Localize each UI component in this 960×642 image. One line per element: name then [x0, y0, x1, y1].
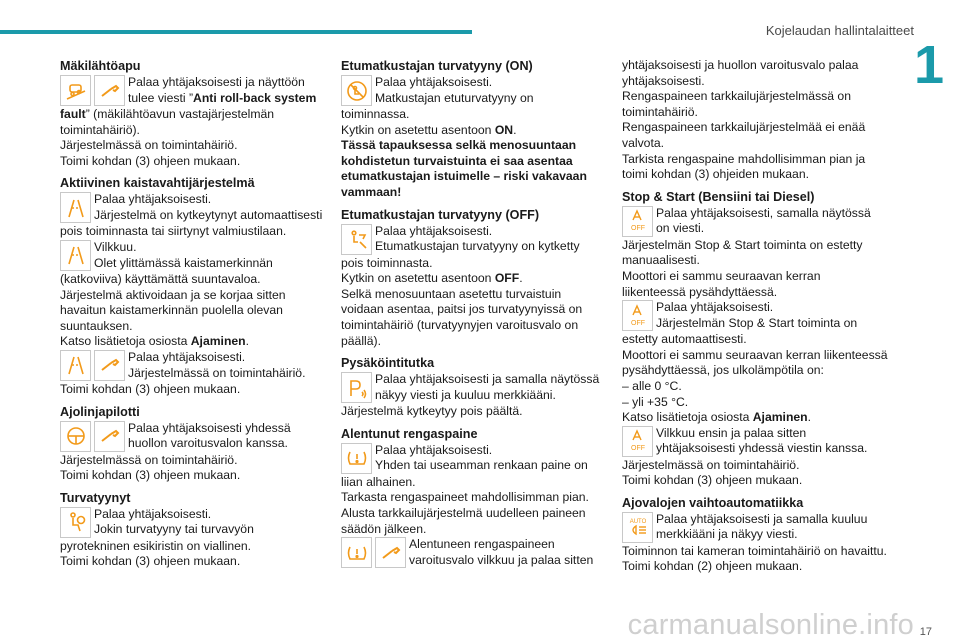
section-lane-keeping	[60, 175, 328, 397]
entry: Palaa yhtäjaksoisesti. Järjestelmässä on toimintahäiriö. Toimi kohdan (3) ohjeen mukaan.	[60, 349, 306, 396]
auto-headlamp-icon	[622, 512, 653, 543]
airbag-icon	[60, 507, 91, 538]
section-title: Mäkilähtöapu	[60, 59, 141, 73]
entry-continued: yhtäjaksoisesti ja huollon varoitusvalo palaa yhtäjaksoisesti. Rengaspaineen tarkkailujärjestelmässä on toimintahäiriö. Rengaspaineen tarkkailujärjestelmää ei enää valvota. Tarkista rengaspaine mahdollisimman pian ja toimi kohdan (3) ohjeiden mukaan.	[622, 58, 866, 182]
entry: Palaa yhtäjaksoisesti ja samalla näytössä näkyy viesti ja kuuluu merkkiääni. Järjestelmä kytkeytyy pois päältä.	[341, 372, 600, 419]
entry: Palaa yhtäjaksoisesti yhdessä huollon varoitusvalon kanssa. Järjestelmässä on toimintahäiriö. Toimi kohdan (3) ohjeen mukaan.	[60, 420, 291, 483]
section-auto-headlamps	[622, 495, 890, 575]
entry: OFF Palaa yhtäjaksoisesti, samalla näytössä on viesti. Järjestelmän Stop & Start toiminta on estetty manuaalisesti. Moottori ei sammu seuraavan kerran liikenteessä pysähdyttäessä.	[622, 205, 871, 299]
chapter-number: 1	[913, 35, 944, 95]
section-airbags	[60, 490, 328, 570]
svg-text:OFF: OFF	[630, 319, 645, 327]
section-hill-start-assist	[60, 58, 328, 169]
tire-pressure-icon	[341, 537, 372, 568]
section-tire-pressure	[341, 426, 609, 569]
column-1	[60, 58, 328, 570]
section-title: Stop & Start (Bensiini tai Diesel)	[622, 189, 815, 204]
wrench-icon	[94, 75, 125, 106]
entry: AUTO Palaa yhtäjaksoisesti ja samalla kuuluu merkkiääni ja näkyy viesti. Toiminnon tai kameran toimintahäiriö on havaittu. Toimi kohdan (2) ohjeen mukaan.	[622, 511, 887, 574]
entry: Alentuneen rengaspaineen varoitusvalo vilkkuu ja palaa sitten	[341, 537, 609, 569]
airbag-on-icon	[341, 75, 372, 106]
header-accent-bar	[0, 30, 472, 34]
stop-start-off-icon	[622, 426, 653, 457]
section-title: Pysäköintitutka	[341, 356, 435, 371]
svg-text:OFF: OFF	[630, 225, 645, 233]
svg-text:AUTO: AUTO	[629, 519, 646, 526]
tire-pressure-icon	[341, 443, 372, 474]
parking-sensor-icon	[341, 372, 372, 403]
chapter-title: Kojelaudan hallintalaitteet	[765, 23, 914, 38]
entry: Palaa yhtäjaksoisesti. Järjestelmä on kytkeytynyt automaattisesti pois toiminnasta tai siirtynyt valmiustilaan.	[60, 192, 323, 239]
lane-keeping-icon	[60, 192, 91, 223]
wrench-icon	[94, 350, 125, 381]
section-title: Alentunut rengaspaine	[341, 426, 478, 441]
column-2	[341, 58, 609, 569]
section-title: Etumatkustajan turvatyyny (ON)	[341, 59, 533, 73]
section-parking-sensors	[341, 355, 609, 420]
lane-keeping-icon	[60, 350, 91, 381]
airbag-off-icon	[341, 224, 372, 255]
wrench-icon	[375, 537, 406, 568]
entry: Palaa yhtäjaksoisesti. Matkustajan etuturvatyyny on toiminnassa. Kytkin on asetettu asentoon ON. Tässä tapauksessa selkä menosuuntaan kohdistetun turvaistuinta ei saa asentaa etumatkustajan istuimelle – riski vakavaan vammaan!	[341, 75, 587, 199]
section-stop-start	[622, 189, 890, 489]
watermark: carmanualsonline.info	[627, 609, 914, 641]
section-title: Etumatkustajan turvatyyny (OFF)	[341, 207, 540, 222]
section-title: Aktiivinen kaistavahtijärjestelmä	[60, 176, 255, 191]
section-title: Turvatyynyt	[60, 490, 131, 505]
entry: OFF Vilkkuu ensin ja palaa sitten yhtäjaksoisesti yhdessä viestin kanssa. Järjestelmässä on toimintahäiriö. Toimi kohdan (3) ohjeen mukaan.	[622, 425, 868, 488]
section-title: Ajovalojen vaihtoautomatiikka	[622, 495, 804, 510]
wrench-icon	[94, 421, 125, 452]
driving-assist-icon	[60, 421, 91, 452]
page-number: 17	[919, 626, 932, 638]
svg-text:OFF: OFF	[630, 445, 645, 453]
hill-start-assist-icon	[60, 75, 91, 106]
entry: Palaa yhtäjaksoisesti. Yhden tai useamman renkaan paine on liian alhainen. Tarkasta rengaspaineet mahdollisimman pian. Alusta tarkkailujärjestelmä uudelleen paineen säädön jälkeen.	[341, 442, 589, 536]
entry: Palaa yhtäjaksoisesti ja näyttöön tulee viesti ”Anti roll-back system fault” (mäkilähtöavun vastajärjestelmän toimintahäiriö). Järjestelmässä on toimintahäiriö. Toimi kohdan (3) ohjeen mukaan.	[60, 75, 317, 168]
entry: Palaa yhtäjaksoisesti. Etumatkustajan turvatyyny on kytketty pois toiminnasta. Kytkin on asetettu asentoon OFF. Selkä menosuuntaan asetettu turvaistuin voidaan asentaa, paitsi jos turvatyynyissä on toimintahäiriö (turvatyynyjen varoitusvalo on päällä).	[341, 223, 583, 348]
section-driving-assist	[60, 404, 328, 484]
stop-start-off-icon	[622, 206, 653, 237]
stop-start-off-icon	[622, 300, 653, 331]
entry: Palaa yhtäjaksoisesti. Jokin turvatyyny tai turvavyön pyrotekninen esikiristin on viallinen. Toimi kohdan (3) ohjeen mukaan.	[60, 506, 254, 569]
lane-keeping-icon	[60, 240, 91, 271]
entry: OFF Palaa yhtäjaksoisesti. Järjestelmän Stop & Start toiminta on estetty automaattisesti. Moottori ei sammu seuraavan kerran liikenteessä pysähdyttäessä, jos ulkolämpötila on: – alle 0 °C. – yli +35 °C. Katso lisätietoja osiosta Ajaminen.	[622, 300, 888, 425]
entry: Vilkkuu. Olet ylittämässä kaistamerkinnän (katkoviiva) käyttämättä suuntavaloa. Järjestelmä aktivoidaan ja se korjaa sitten havaitun kaistamerkinnän puolella olevan suuntauksen. Katso lisätietoja osiosta Ajaminen.	[60, 239, 286, 349]
section-title: Ajolinjapilotti	[60, 404, 140, 419]
column-3	[622, 58, 890, 575]
section-airbag-off	[341, 207, 609, 350]
section-airbag-on	[341, 58, 609, 201]
